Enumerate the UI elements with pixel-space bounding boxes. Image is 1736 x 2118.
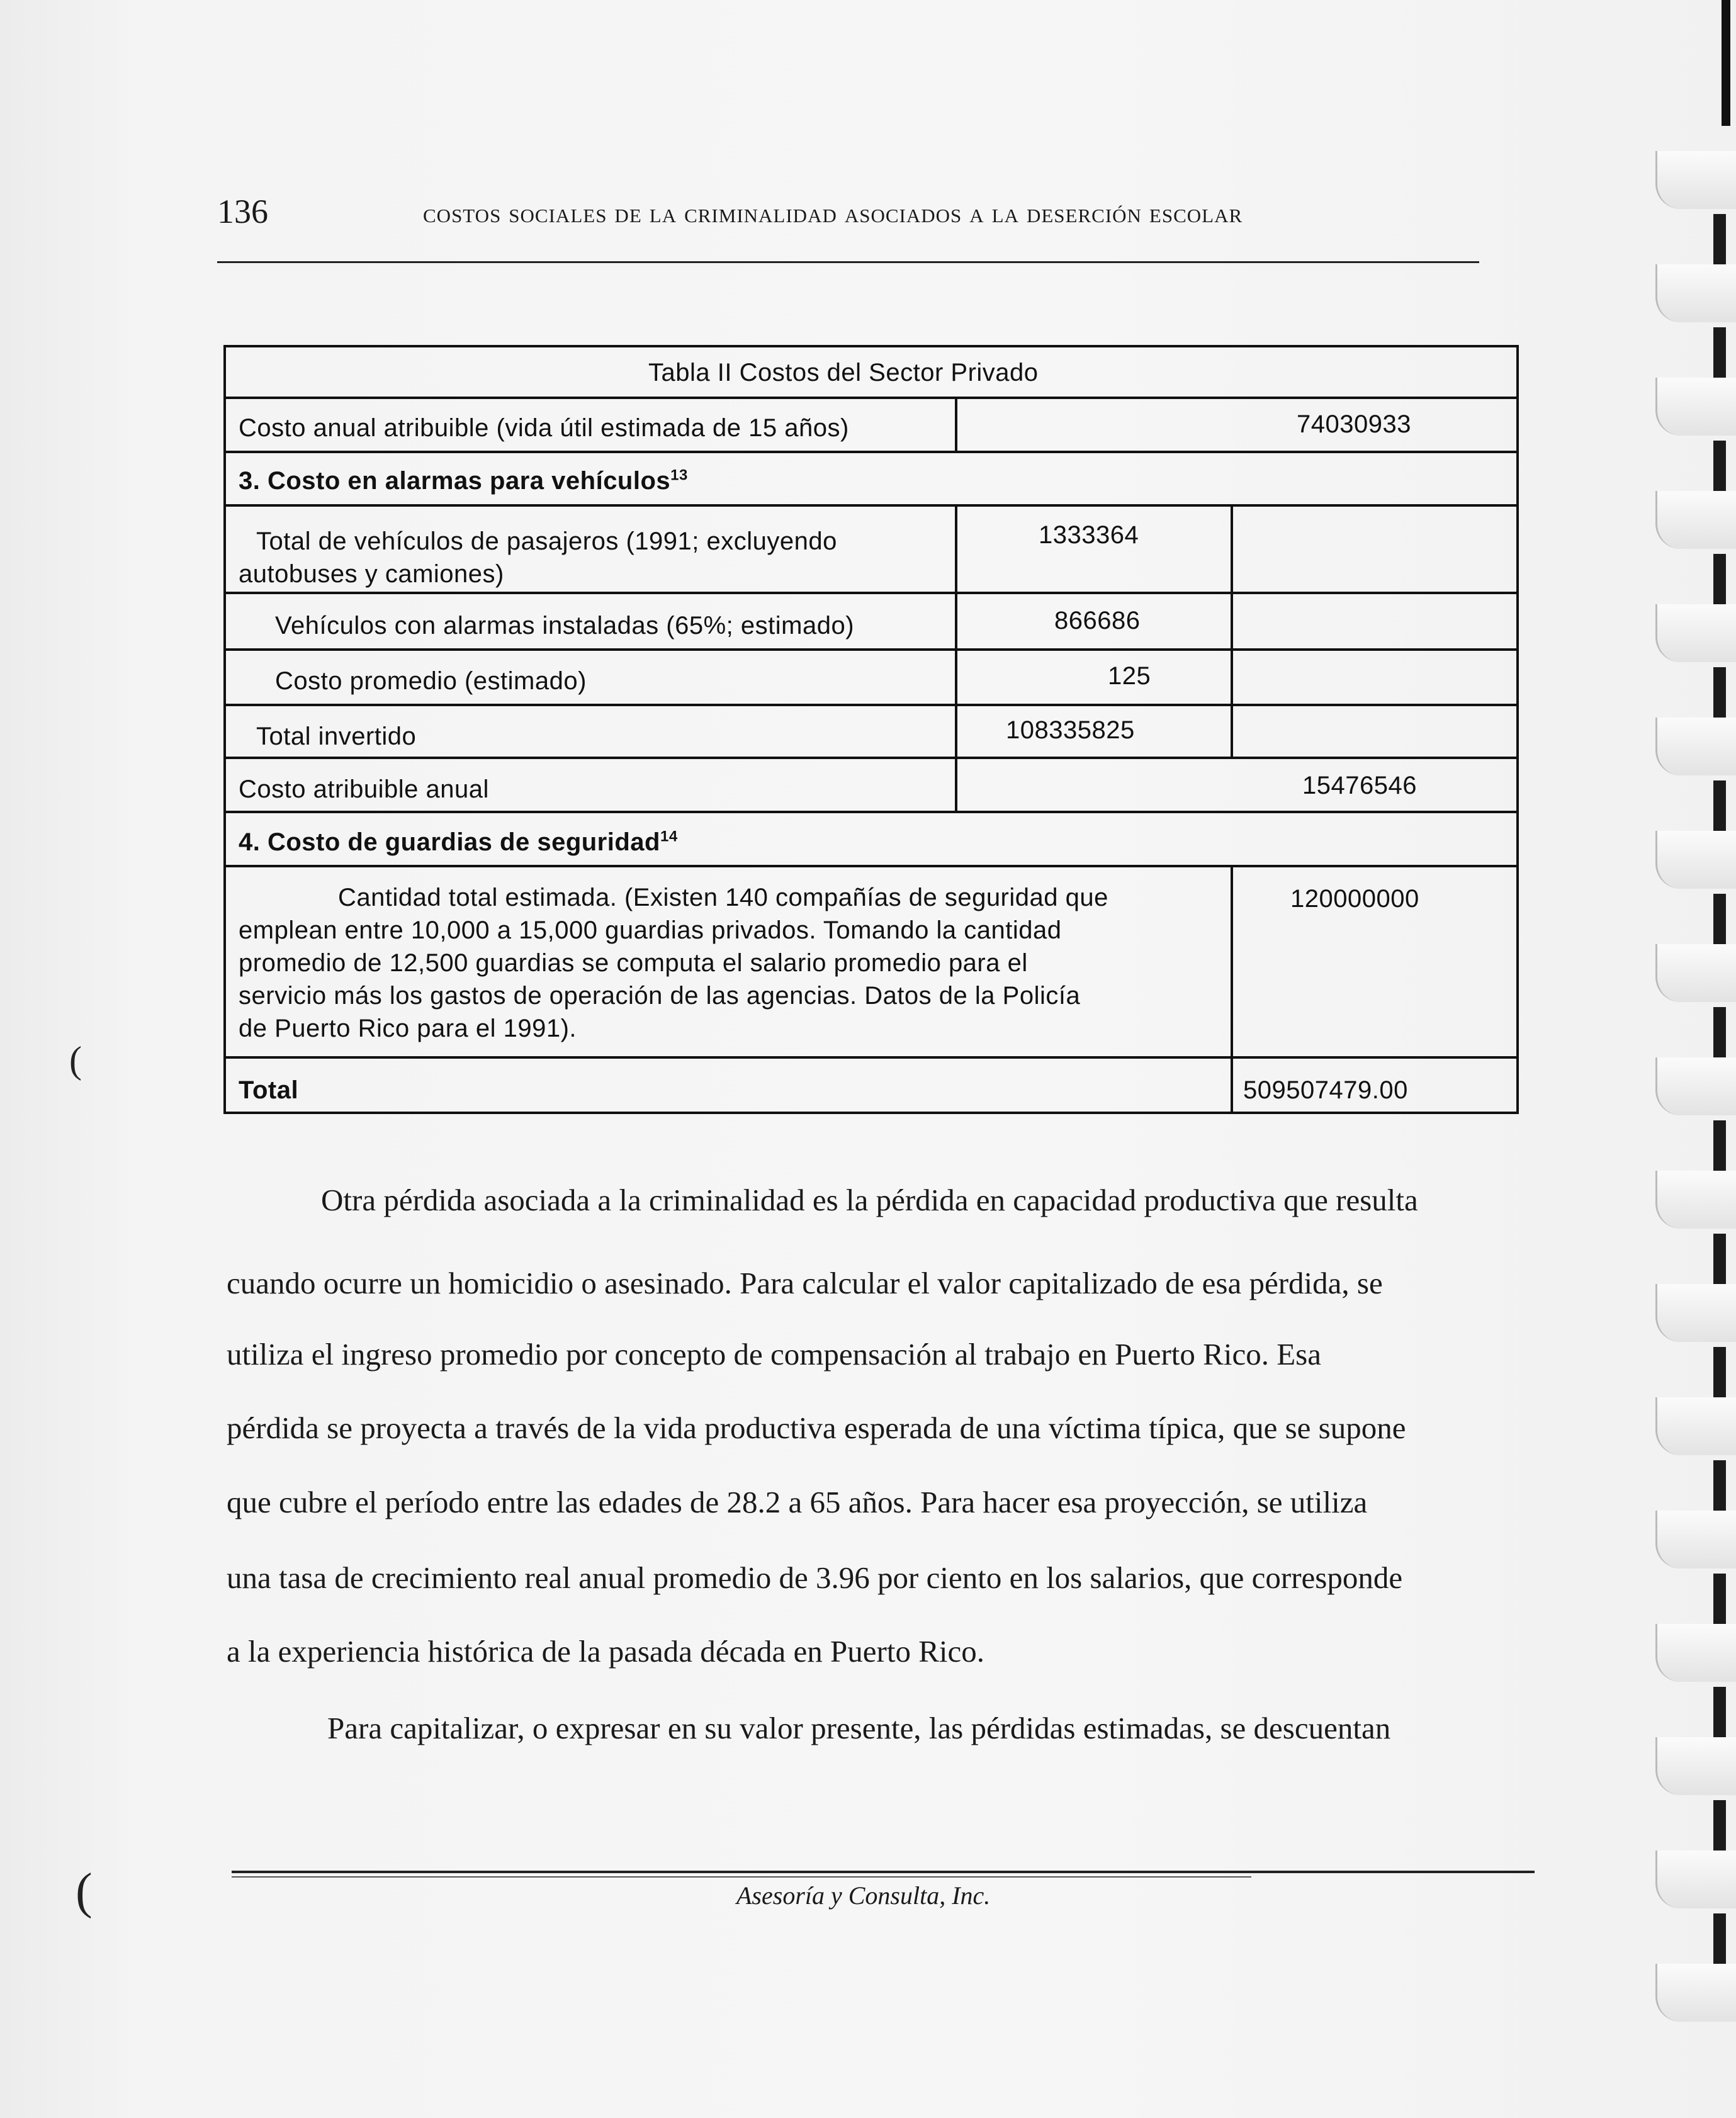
col-divider [1231,504,1233,759]
binding-bar [1713,894,1726,944]
binding-bar [1713,1687,1726,1737]
margin-mark: ( [76,1864,93,1919]
row-divider [223,592,1519,594]
header-divider [217,261,1479,263]
cost-table [223,345,1519,1114]
binding-bar [1713,441,1726,491]
binding-coil [1655,944,1736,1002]
alarms-label: Vehículos con alarmas instaladas (65%; estimado) [275,612,855,639]
table-border-left [223,345,226,1114]
binding-bar [1713,554,1726,604]
col-divider [955,397,957,453]
row-divider [223,648,1519,651]
guards-text-line: promedio de 12,500 guardias se computa el salario promedio para el [239,949,1028,977]
margin-mark: ( [69,1039,82,1081]
table-border-right [1516,345,1519,1114]
guards-value: 120000000 [1290,885,1419,913]
body-line: Para capitalizar, o expresar en su valor presente, las pérdidas estimadas, se descuentan [327,1711,1391,1745]
row-divider [223,704,1519,706]
binding-bar [1713,1913,1726,1964]
col-divider [955,504,957,759]
binding-bar [1713,1347,1726,1397]
binding-coil [1655,604,1736,662]
body-line: Otra pérdida asociada a la criminalidad es la pérdida en capacidad productiva que resulta [321,1183,1418,1217]
binding-bar [1713,1234,1726,1284]
annual-attr-value: 15476546 [1302,772,1417,799]
binding-bar [1713,667,1726,718]
section4-heading: 4. Costo de guardias de seguridad$^{14}$ [239,828,678,856]
vehicles-label: Total de vehículos de pasajeros (1991; excluyendo [256,527,837,555]
binding-coil [1655,718,1736,775]
guards-text-line: servicio más los gastos de operación de las agencias. Datos de la Policía [239,982,1081,1010]
total-label: Total [239,1076,299,1104]
binding-coil [1655,378,1736,436]
guards-text-line: emplean entre 10,000 a 15,000 guardias privados. Tomando la cantidad [239,916,1062,944]
binding-coil [1655,151,1736,209]
body-line: a la experiencia histórica de la pasada década en Puerto Rico. [227,1634,985,1669]
row-divider [223,757,1519,759]
binding-coil [1655,1624,1736,1682]
page-number: 136 [217,193,268,230]
binding-coil [1655,1397,1736,1455]
binding-edge [1722,0,1730,126]
spiral-binding [1655,138,1736,2027]
annual-attr-label: Costo atribuible anual [239,775,489,803]
footer-publisher: Asesoría y Consulta, Inc. [736,1881,991,1910]
binding-bar [1713,327,1726,378]
section3-heading: 3. Costo en alarmas para vehículos$^{13}$ [239,466,688,495]
row-divider [223,1056,1519,1059]
binding-coil [1655,491,1736,549]
alarms-value: 866686 [1054,607,1141,634]
binding-bar [1713,1800,1726,1850]
row-divider [223,811,1519,813]
table-border-top [223,345,1519,347]
guards-text-line: Cantidad total estimada. (Existen 140 compañías de seguridad que [338,884,1108,911]
invested-value: 108335825 [1006,716,1135,744]
binding-bar [1713,214,1726,264]
row-divider [223,865,1519,867]
binding-coil [1655,1511,1736,1569]
table-border-bottom [223,1112,1519,1114]
binding-bar [1713,1460,1726,1511]
binding-coil [1655,1850,1736,1908]
col-divider [955,757,957,813]
body-line: cuando ocurre un homicidio o asesinado. Para calcular el valor capitalizado de esa pérdida, se [227,1266,1383,1300]
annual-cost-label: Costo anual atribuible (vida útil estimada de 15 años) [239,414,849,442]
table-title: Tabla II Costos del Sector Privado [648,359,1039,386]
body-line: utiliza el ingreso promedio por concepto de compensación al trabajo en Puerto Rico. Esa [227,1337,1321,1372]
binding-bar [1713,1120,1726,1171]
body-line: una tasa de crecimiento real anual promedio de 3.96 por ciento en los salarios, que corresponde [227,1560,1403,1595]
row-divider [223,451,1519,453]
body-line: que cubre el período entre las edades de 28.2 a 65 años. Para hacer esa proyección, se utiliza [227,1485,1368,1519]
binding-coil [1655,264,1736,322]
row-divider [223,504,1519,507]
binding-coil [1655,1737,1736,1795]
avg-cost-label: Costo promedio (estimado) [275,667,587,695]
avg-cost-value: 125 [1108,662,1151,690]
vehicles-label-cont: autobuses y camiones) [239,560,504,588]
vehicles-value: 1333364 [1039,521,1139,549]
guards-text-line: de Puerto Rico para el 1991). [239,1015,577,1042]
binding-coil [1655,1171,1736,1229]
invested-label: Total invertido [256,723,417,750]
annual-cost-value: 74030933 [1297,410,1411,438]
binding-coil [1655,1284,1736,1342]
footer-divider [232,1871,1535,1873]
total-value: 509507479.00 [1243,1076,1408,1104]
binding-bar [1713,1007,1726,1057]
binding-coil [1655,1964,1736,2022]
footer-divider-thin [232,1876,1251,1878]
binding-bar [1713,1574,1726,1624]
row-divider [223,397,1519,399]
body-line: pérdida se proyecta a través de la vida productiva esperada de una víctima típica, que se supone [227,1411,1406,1445]
binding-coil [1655,831,1736,889]
binding-coil [1655,1057,1736,1115]
running-title: costos sociales de la criminalidad asociados a la deserción escolar [423,198,1243,228]
binding-bar [1713,780,1726,831]
col-divider [1231,865,1233,1114]
